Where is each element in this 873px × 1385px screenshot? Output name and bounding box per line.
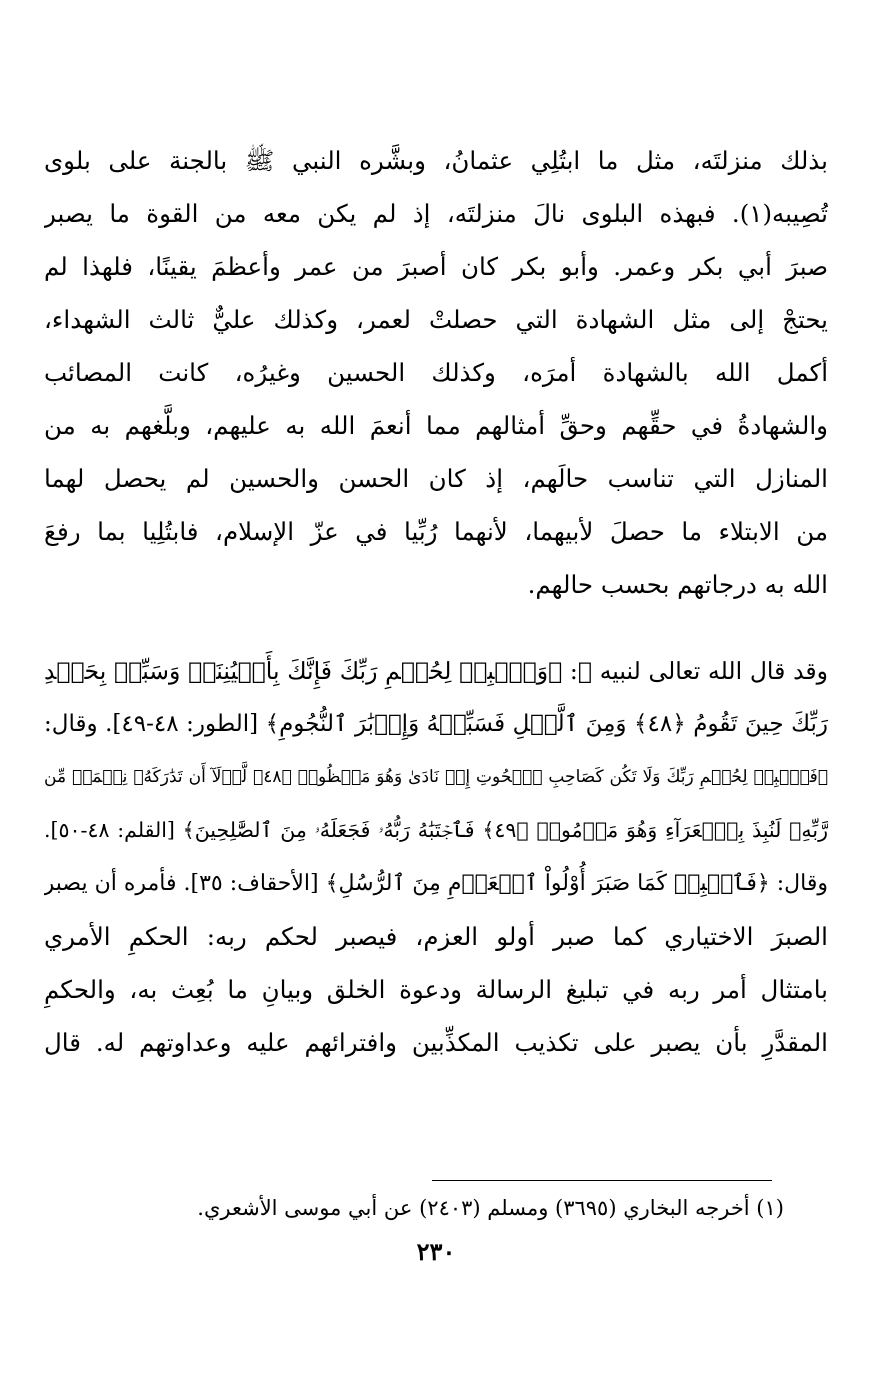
text-line: الصبرَ الاختياري كما صبر أولو العزم، فيصبر لحكم ربه: الحكمِ الأمري <box>44 922 828 951</box>
text-line: الله به درجاتهم بحسب حالهم. <box>527 570 828 599</box>
text-line: بذلك منزلتَه، مثل ما ابتُلِي عثمانُ، وبشَّره النبي ﷺ بالجنة على بلوى <box>44 146 828 175</box>
text-line: المنازل التي تناسب حالَهم، إذ كان الحسن والحسين لم يحصل لهما <box>44 464 828 493</box>
text-line: والشهادةُ في حقِّهم وحقِّ أمثالهم مما أنعمَ الله به عليهم، وبلَّغهم به من <box>44 411 828 440</box>
text-line: رَبِّكَ حِينَ تَقُومُ ﴿٤٨﴾ وَمِنَ ٱلَّيۡلِ فَسَبِّحۡهُ وَإِدۡبَٰرَ ٱلنُّجُومِ﴾ [الطور: ٤٨-٤٩]. وقال: <box>44 711 828 737</box>
text-line: وقد قال الله تعالى لنبيه ﷺ: ﴿وَٱصۡبِرۡ لِحُكۡمِ رَبِّكَ فَإِنَّكَ بِأَعۡيُنِنَاۖ وَسَبِّحۡ بِحَمۡدِ <box>44 657 828 685</box>
text-line: صبرَ أبي بكر وعمر. وأبو بكر كان أصبرَ من عمر وأعظمَ يقينًا، فلهذا لم <box>44 252 828 281</box>
text-line: من الابتلاء ما حصلَ لأبيهما، لأنهما رُبِّيا في عزّ الإسلام، فابتُلِيا بما رفعَ <box>44 517 828 546</box>
paragraph-2 <box>44 645 828 1069</box>
text-line: المقدَّرِ بأن يصبر على تكذيب المكذِّبين وافترائهم عليه وعداوتهم له. قال <box>44 1028 828 1057</box>
text-line: تُصِيبه(١). فبهذه البلوى نالَ منزلتَه، إذ لم يكن معه من القوة ما يصبر <box>44 199 828 228</box>
paragraph-1 <box>44 134 828 611</box>
text-line: ﴿فَٱصۡبِرۡ لِحُكۡمِ رَبِّكَ وَلَا تَكُن كَصَاحِبِ ٱلۡحُوتِ إِذۡ نَادَىٰ وَهُوَ مَكۡظُومٞ ﴿٤٨﴾ لَّوۡلَآ أَن تَدَٰرَكَهُۥ نِعۡمَةٞ مِّن <box>44 767 828 787</box>
page-number: ٢٣٠ <box>416 1237 456 1266</box>
footnote-separator <box>432 1180 772 1181</box>
text-line: رَّبِّهِۦ لَنُبِذَ بِٱلۡعَرَآءِ وَهُوَ مَذۡمُومٞ ﴿٤٩﴾ فَٱجۡتَبَٰهُ رَبُّهُۥ فَجَعَلَهُۥ مِنَ ٱلصَّٰلِحِينَ﴾ [القلم: ٤٨-٥٠]. <box>44 818 828 842</box>
text-line: أكمل الله بالشهادة أمرَه، وكذلك الحسين وغيرُه، كانت المصائب <box>44 358 828 387</box>
text-line: وقال: ﴿فَٱصۡبِرۡ كَمَا صَبَرَ أُوْلُواْ ٱلۡعَزۡمِ مِنَ ٱلرُّسُلِ﴾ [الأحقاف: ٣٥]. فأمره أن يصبر <box>44 871 828 896</box>
text-line: يحتجْ إلى مثل الشهادة التي حصلتْ لعمر، وكذلك عليٌّ ثالث الشهداء، <box>44 305 828 334</box>
footnote: (١) أخرجه البخاري (٣٦٩٥) ومسلم (٢٤٠٣) عن أبي موسى الأشعري. <box>197 1196 784 1220</box>
text-line: بامتثال أمر ربه في تبليغ الرسالة ودعوة الخلق وبيانِ ما بُعِث به، والحكمِ <box>44 975 828 1004</box>
